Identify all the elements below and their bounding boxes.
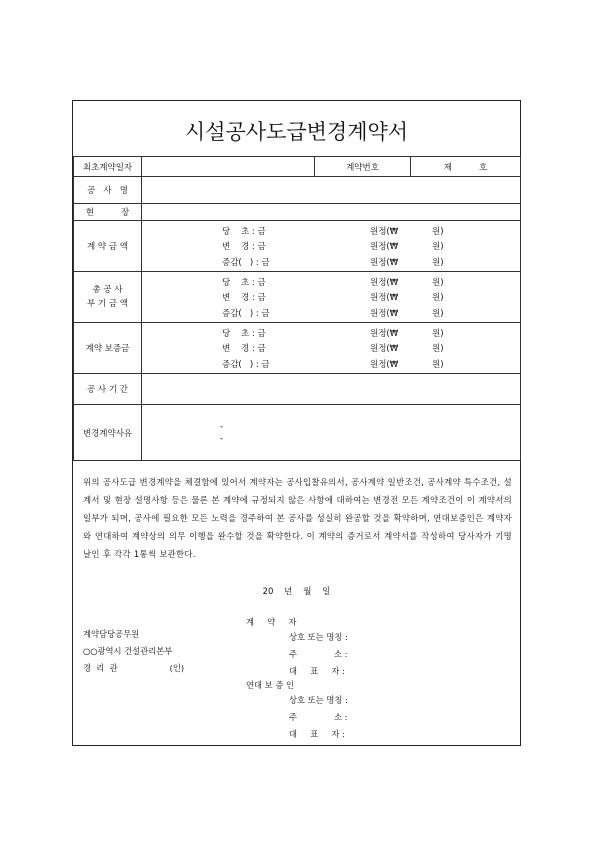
official-role: 경 리 관 — [83, 663, 118, 673]
contract-form — [72, 100, 521, 746]
contract-no-value[interactable]: 제 호 — [411, 157, 521, 177]
period-label: 공 사 기 간 — [74, 374, 142, 405]
contract-amount-label: 계 약 금 액 — [74, 221, 142, 272]
seal-mark: (인) — [169, 663, 185, 673]
reason-label: 변경계약사유 — [74, 405, 142, 461]
contract-date: 20 년 월 일 — [262, 587, 331, 597]
document-title: 시설공사도급변경계약서 — [184, 120, 409, 144]
official-office: ○○광역시 건설관리본부 — [83, 646, 173, 656]
deposit-label: 계약 보증금 — [74, 323, 142, 374]
amount-row: 변 경 : 금 원정(₩ 원) — [222, 344, 444, 354]
amount-row: 증감( ) : 금 원정(₩ 원) — [222, 359, 444, 370]
amount-row: 변 경 : 금 원정(₩ 원) — [222, 242, 444, 252]
amount-row: 당 초 : 금 원정(₩ 원) — [222, 277, 444, 288]
contractor-heading: 계 약 자 — [246, 617, 297, 627]
guarantor-heading: 연대 보 증 인 — [246, 680, 294, 690]
amount-row: 증감( ) : 금 원정(₩ 원) — [222, 308, 444, 319]
amount-row: 증감( ) : 금 원정(₩ 원) — [222, 257, 444, 268]
contractor-name-label: 상호 또는 명칭 : — [289, 632, 348, 642]
party-signature-block — [73, 101, 520, 747]
guarantor-rep-label: 대 표 자 : — [289, 729, 345, 739]
first-contract-date-label: 최초계약일자 — [74, 157, 142, 177]
amount-row: 변 경 : 금 원정(₩ 원) — [222, 293, 444, 303]
project-name-label: 공 사 명 — [74, 177, 142, 204]
total-vat-label: 총 공 사 부 기 금 액 — [74, 272, 142, 323]
reason-value[interactable]: - - — [142, 405, 521, 461]
amount-row: 당 초 : 금 원정(₩ 원) — [222, 226, 444, 237]
guarantor-name-label: 상호 또는 명칭 : — [289, 695, 348, 705]
site-label: 현 장 — [74, 204, 142, 221]
official-title: 계약담당공무원 — [83, 629, 140, 639]
contractor-rep-label: 대 표 자 : — [289, 666, 345, 676]
amount-row: 당 초 : 금 원정(₩ 원) — [222, 328, 444, 339]
guarantor-address-label: 주 소 : — [289, 712, 348, 722]
contract-no-label: 계약번호 — [315, 157, 411, 177]
contractor-address-label: 주 소 : — [289, 649, 348, 659]
contract-body-text: 위의 공사도급 변경계약을 체결함에 있어서 계약자는 공사입찰유의서, 공사계약 일반조건, 공사계약 특수조건, 설계서 및 현장 설명사항 등은 물론 본 계약에 규정되지 않은 사항에 대하여는 변경전 모든 계약조건이 이 계약서의 일부가 되며, 공사에 필요한 모든 노력을 경주하여 본 공사를 성실히 완공할 것을 확약하며, 연대보증인은 계약자와 연대하여 계약상의 의무 이행을 완수할 것을 확약한다. 이 계약의 증거로서 계약서를 작성하여 당사자가 기명날인 후 각각 1통씩 보관한다. — [83, 477, 512, 559]
